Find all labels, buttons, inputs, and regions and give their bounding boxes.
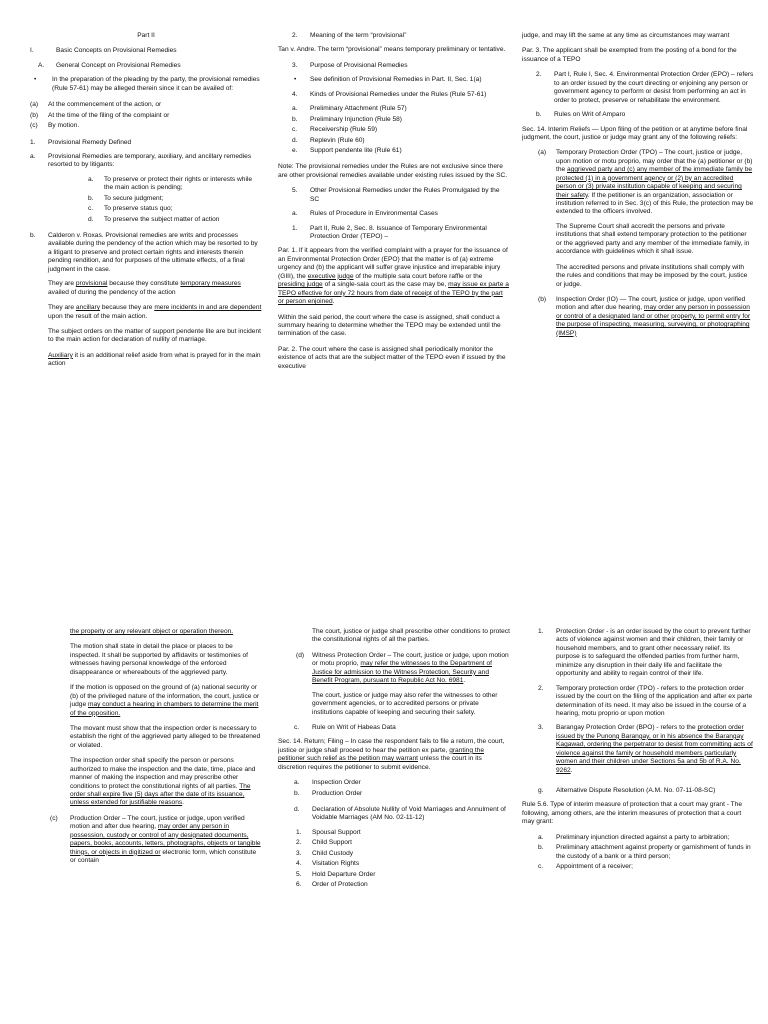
bottom-right-column <box>522 628 754 1024</box>
heading-5a: a. Rules of Procedure in Environmental Cases <box>292 210 438 218</box>
list-item: 3. Child Custody <box>296 849 354 857</box>
heading-a: A. General Concept on Provisional Remedies <box>38 61 181 69</box>
top-middle-column <box>278 32 510 592</box>
top-left-column <box>30 32 262 592</box>
interim-measures-list <box>522 834 754 872</box>
property-paragraph: the property or any relevant object or operation thereon. <box>70 628 234 635</box>
note-paragraph: Note: The provisional remedies under the Rules are not exclusive since there are other provisional remedies available under existing rules issued by the SC. <box>278 163 508 179</box>
list-item: 5. Hold Departure Order <box>296 870 376 878</box>
motion-detail-paragraph: The motion shall state in detail the place or places to be inspected. It shall be supported by affidavits or testimonies of witnesses having personal knowledge of the enforced disappearance or whereabouts of the aggrieved party. <box>70 643 249 676</box>
heading-5: 5. Other Provisional Remedies under the Rules Promulgated by the SC <box>292 187 500 203</box>
list-item: c. Receivership (Rule 59) <box>292 126 378 134</box>
list-item: c. To preserve status quo; <box>88 205 173 213</box>
witness-protection-item: (d) Witness Protection Order – The court, justice or judge, upon motion or motu proprio, may refer the witnesses to the Department of Justice for admission to the Witness Protection, Security and Benefit Program, pursuant to Republic Act No. 6981. <box>296 651 509 685</box>
provisional-paragraph: They are provisional because they constitute temporary measures availed of during the pendency of the action <box>48 280 241 296</box>
list-item: a. Inspection Order <box>294 779 361 787</box>
heading-habeas-data: c. Rule on Writ of Habeas Data <box>294 723 396 731</box>
purpose-list <box>30 176 262 224</box>
paragraph-b: b. Calderon v. Roxas. Provisional remedies are writs and processes available during the pendency of the action which may be resorted to by a litigant to preserve and protect certain rights and interests therein pending rendition, and for purposes of the ultimate effects, of a final judgment in the case. <box>30 232 258 273</box>
list-item: 1. Spousal Support <box>296 828 361 836</box>
list-item: a. To preserve or protect their rights or interests while the main action is pending; <box>88 175 253 192</box>
heading-4: 4. Kinds of Provisional Remedies under the Rules (Rule 57-61) <box>292 90 487 98</box>
list-item: a. Preliminary injunction directed against a party to arbitration; <box>538 833 730 841</box>
heading-nullity: d. Declaration of Absolute Nullity of Void Marriages and Annulment of Voidable Marriages (AM No. 02-11-12) <box>294 806 506 822</box>
availed-list <box>30 101 262 130</box>
list-item: d. To preserve the subject matter of action <box>88 215 220 223</box>
inspection-order-paragraph: The inspection order shall specify the person or persons authorized to make the inspection and the date, time, place and manner of making the inspection and may prescribe other conditions to protect the constitutional rights of all parties. The order shall expire five (5) days after the date of its issuance, unless extended for justifiable reasons. <box>70 757 256 807</box>
ancillary-paragraph: They are ancillary because they are mere incidents in and are dependent upon the result of the main action. <box>48 304 262 320</box>
heading-2: 2. Meaning of the term “provisional” <box>292 32 407 39</box>
opposition-paragraph: If the motion is opposed on the ground of (a) national security or (b) of the privileged nature of the information, the court, justice or judge may conduct a hearing in chambers to determine the merit of the opposition. <box>70 684 260 717</box>
list-item: b. To secure judgment; <box>88 194 164 202</box>
sec14-return: Sec. 14. Return; Filing – In case the respondent fails to file a return, the court, justice or judge shall proceed to hear the petition ex parte, granting the petitioner such relief as the petition may warrant unless the court in its discretion requires the petitioner to submit evidence. <box>278 738 505 771</box>
support-paragraph: The subject orders on the matter of support pendente lite are but incident to the main action for declaration of nullity of marriage. <box>48 327 261 344</box>
heading-i: I. Basic Concepts on Provisional Remedies <box>30 47 177 55</box>
auxiliary-paragraph: Auxiliary it is an additional relief aside from what is prayed for in the main action <box>48 351 261 368</box>
heading-tepo: 1. Part II, Rule 2, Sec. 8. Issuance of Temporary Environmental Protection Order (TEPO) – <box>292 224 487 240</box>
list-item: (b) At the time of the filing of the complaint or <box>30 111 170 119</box>
list-item: b. Preliminary attachment against property or garnishment of funds in the custody of a bank or a third person; <box>538 844 751 860</box>
tpo-definition-item: 2. Temporary protection order (TPO) - refers to the protection order issued by the court on the filing of the application and after ex parte determination of its need. It may also be issued in the course of a hearing, motu proprio or upon motion <box>538 684 753 717</box>
top-right-column <box>522 32 754 592</box>
heading-epo: 2. Part I, Rule I, Sec. 4. Environmental Protection Order (EPO) – refers to an order issued by the court directing or enjoining any person or government agency to perform or desist from performing an act in order to protect, preserve or rehabilitate the environment. <box>536 71 754 104</box>
list-item: (c) By motion. <box>30 122 80 130</box>
lift-paragraph: judge, and may lift the same at any time as circumstances may warrant <box>522 32 730 39</box>
bullet-paragraph: • In the preparation of the pleading by the party, the provisional remedies (Rule 57-61) may be alleged therein since it can be availed of: <box>34 76 260 92</box>
list-item: b. Production Order <box>294 789 363 797</box>
bpo-definition-item: 3. Barangay Protection Order (BPO) - refers to the protection order issued by the Punong Barangay, or in his absence the Barangay Kagawad, ordering the perpetrator to desist from committing acts of violence against the family or household members particularly women and their children under Sections 5a and 5b of R.A. No. 9262. <box>538 724 753 774</box>
tepo-summary-hearing: Within the said period, the court where the case is assigned, shall conduct a summary hearing to determine whether the TEPO may be extended until the termination of the case. <box>278 313 501 338</box>
list-item: c. Appointment of a receiver; <box>538 863 633 871</box>
sec14-interim: Sec. 14. Interim Reliefs — Upon filing of the petition or at anytime before final judgment, the court, justice or judge may grant any of the following reliefs: <box>522 125 748 141</box>
bottom-middle-column <box>278 628 510 1024</box>
conditions-paragraph: The court, justice or judge shall prescribe other conditions to protect the constitutional rights of all the parties. <box>312 628 510 644</box>
kinds-list <box>278 105 510 155</box>
purpose-bullet: • See definition of Provisional Remedies in Part. II, Sec. 1(a) <box>294 76 482 84</box>
tepo-par-1: Par. 1. If it appears from the verified complaint with a prayer for the issuance of an Environmental Protection Order (EPO) that the matter is of (a) extreme urgency and (b) the applicant will suffer grave injustice and irreparable injury (GIII), the executive judge of the multiple sala court before raffle or the presiding judge of a single-sala court as the case may be, may issue ex parte a TEPO effective for only 72 hours from date of receipt of the TEPO by the part or person enjoined. <box>278 247 509 306</box>
paragraph-a: a. Provisional Remedies are temporary, auxiliary, and ancillary remedies resorted to by litigants: <box>30 152 252 169</box>
list-item: 6. Order of Protection <box>296 881 368 889</box>
rule-5-6-paragraph: Rule 5.6. Type of interim measure of protection that a court may grant - The following, among others, are the interim measures of protection that a court may grant: <box>522 801 743 826</box>
witness-refer-paragraph: The court, justice or judge may also refer the witnesses to other government agencies, or to accredited persons or private institutions capable of keeping and securing their safety. <box>312 691 498 716</box>
list-item: (a) At the commencement of the action, or <box>30 101 162 109</box>
part-title: Part II <box>137 32 155 39</box>
habeas-orders-list <box>278 779 510 798</box>
bottom-left-column <box>30 628 262 1024</box>
tepo-par-2: Par. 2. The court where the case is assigned shall periodically monitor the existence of acts that are the subject matter of the TEPO even if issued by the executive <box>278 345 506 370</box>
heading-amparo: b. Rules on Writ of Amparo <box>536 111 626 119</box>
tepo-par-3: Par. 3. The applicant shall be exempted from the posting of a bond for the issuance of a TEPO <box>522 47 737 63</box>
nullity-remedies-list <box>278 829 510 890</box>
inspection-order-item: (b) Inspection Order (IO) — The court, justice or judge, upon verified motion and after due hearing, may order any person in possession or control of a designated land or other property, to permit entry for the purpose of inspecting, measuring, surveying, or photographing (IMSP) <box>538 295 751 337</box>
list-item: b. Preliminary Injunction (Rule 58) <box>292 115 402 123</box>
tan-paragraph: Tan v. Andre. The term “provisional” means temporary preliminary or tentative. <box>278 46 506 54</box>
heading-3: 3. Purpose of Provisional Remedies <box>292 61 408 69</box>
accredited-paragraph: The accredited persons and private institutions shall comply with the rules and conditions that may be imposed by the court, justice or judge. <box>556 263 748 288</box>
production-order-item: (c) Production Order – The court, justice or judge, upon verified motion and after due hearing, may order any person in possession, custody or control of any designated documents, papers, books, accounts, letters, photographs, objects or tangible things, or objects in digitized or electronic form, which constitute or contain <box>50 814 261 865</box>
heading-adr: g. Alternative Dispute Resolution (A.M. No. 07-11-08-SC) <box>538 787 716 794</box>
movant-paragraph: The movant must show that the inspection order is necessary to establish the right of the aggrieved party alleged to be threatened or violated. <box>70 724 261 749</box>
sc-accredit-paragraph: The Supreme Court shall accredit the persons and private institutions that shall extend temporary protection to the petitioner or the aggrieved party and any member of the immediate family, in accordance with guidelines which it shall issue. <box>556 222 750 256</box>
list-item: a. Preliminary Attachment (Rule 57) <box>292 105 407 113</box>
list-item: e. Support pendente lite (Rule 61) <box>292 146 402 154</box>
heading-1: 1. Provisional Remedy Defined <box>30 138 132 146</box>
tpo-item: (a) Temporary Protection Order (TPO) – The court, justice or judge, upon motion or motu proprio, may order that the (a) petitioner or (b) the aggrieved party and (c) any member of the immediate family be protected (1) in a government agency or (2) by an accredited person or (3) private institution capable of keeping and securing their safety. If the petitioner is an organization, association or institution referred to in Sec. 3(c) of this Rule, the protection may be extended to the officers involved. <box>538 149 754 216</box>
list-item: 4. Visitation Rights <box>296 860 360 868</box>
list-item: d. Replevin (Rule 60) <box>292 136 365 144</box>
protection-order-item: 1. Protection Order - is an order issued by the court to prevent further acts of violence against women and their children, their family or household members, and to grant other necessary relief. Its purpose is to safeguard the offended parties from further harm, minimize any disruption in their daily life and facilitate the opportunity and ability to regain control of their life. <box>538 628 751 678</box>
list-item: 2. Child Support <box>296 839 352 847</box>
